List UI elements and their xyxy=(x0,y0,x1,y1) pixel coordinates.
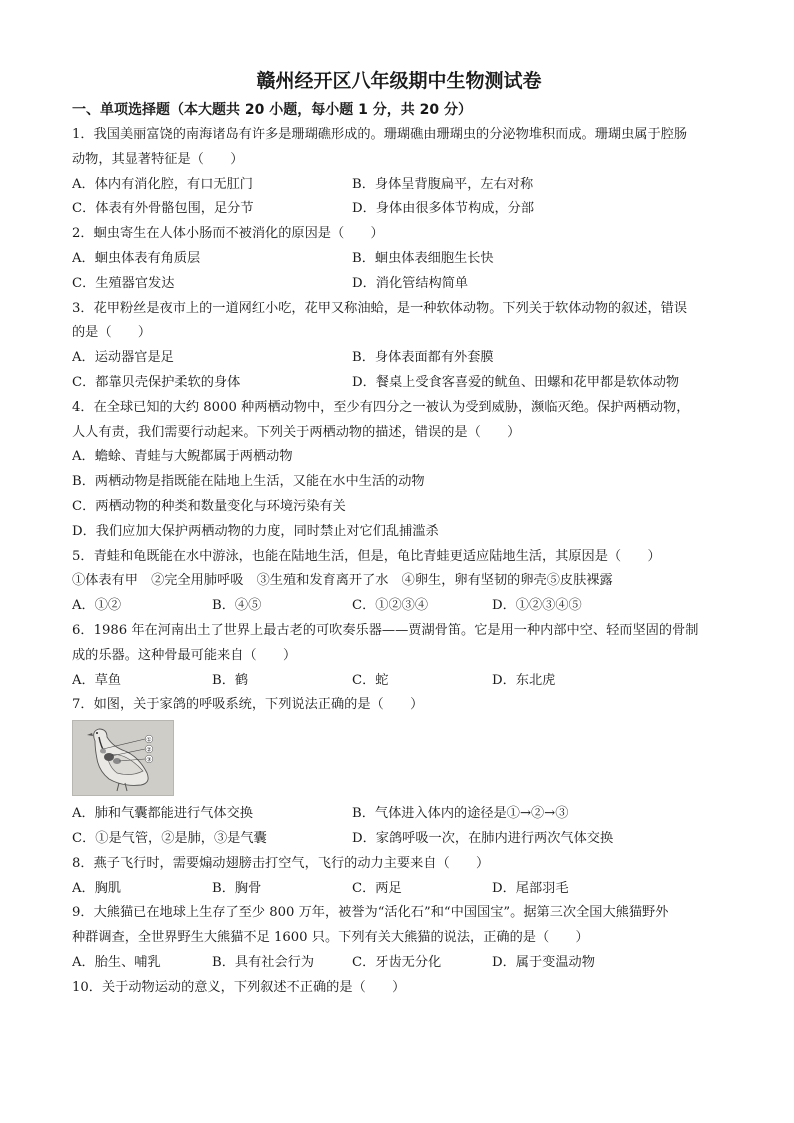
exam-page xyxy=(72,66,726,1001)
pigeon-respiratory-figure xyxy=(72,720,174,796)
question-4 xyxy=(72,396,726,545)
question-stem-line: 成的乐器。这种骨最可能来自（ ） xyxy=(72,647,297,663)
option-c: C．①是气管，②是肺，③是气囊 xyxy=(72,830,267,846)
option-a: A．运动器官是足 xyxy=(72,350,174,366)
question-stem-line: 9．大熊猫已在地球上生存了至少 800 万年，被誉为“活化石”和“中国国宝”。据第三次全国大熊猫野外 xyxy=(72,905,669,921)
question-8 xyxy=(72,852,726,902)
question-stem-line: 3．花甲粉丝是夜市上的一道网红小吃，花甲又称油蛤，是一种软体动物。下列关于软体动物的叙述，错误 xyxy=(72,300,688,316)
option-b: B．蛔虫体表细胞生长快 xyxy=(352,250,494,266)
question-10 xyxy=(72,976,726,1001)
option-a: A．肺和气囊都能进行气体交换 xyxy=(72,806,253,822)
option-b: B．身体呈背腹扁平，左右对称 xyxy=(352,176,534,192)
option-b: B．鹤 xyxy=(212,672,249,688)
option-d: D．①②③④⑤ xyxy=(492,598,582,614)
question-2 xyxy=(72,222,726,296)
question-stem-line: 人人有责，我们需要行动起来。下列关于两栖动物的描述，错误的是（ ） xyxy=(72,424,521,440)
option-d: D．东北虎 xyxy=(492,672,556,688)
option-d: D．身体由很多体节构成，分部 xyxy=(352,201,535,217)
option-c: C．两足 xyxy=(352,880,402,896)
question-stem-line: 10．关于动物运动的意义，下列叙述不正确的是（ ） xyxy=(72,979,406,995)
option-c: C．都靠贝壳保护柔软的身体 xyxy=(72,374,241,390)
option-b: B．④⑤ xyxy=(212,598,262,614)
option-a: A．蟾蜍、青蛙与大鲵都属于两栖动物 xyxy=(72,449,293,465)
option-a: A．胸肌 xyxy=(72,880,122,896)
question-stem-line: ①体表有甲 ②完全用肺呼吸 ③生殖和发育离开了水 ④卵生，卵有坚韧的卵壳⑤皮肤裸露 xyxy=(72,573,613,589)
question-stem-line: 动物，其显著特征是（ ） xyxy=(72,151,244,167)
question-stem-line: 4．在全球已知的大约 8000 种两栖动物中，至少有四分之一被认为受到威胁，濒临灭绝。保护两栖动物， xyxy=(72,399,690,415)
option-c: C．牙齿无分化 xyxy=(352,954,442,970)
question-stem-line: 7．如图，关于家鸽的呼吸系统，下列说法正确的是（ ） xyxy=(72,697,424,713)
question-6 xyxy=(72,619,726,693)
question-stem-line: 6．1986 年在河南出土了世界上最古老的可吹奏乐器——贾湖骨笛。它是用一种内部中空、轻而坚固的骨制 xyxy=(72,622,699,638)
question-stem-line: 种群调查，全世界野生大熊猫不足 1600 只。下列有关大熊猫的说法，正确的是（ ） xyxy=(72,930,589,946)
section-heading: 一、单项选择题（本大题共 20 小题，每小题 1 分，共 20 分） xyxy=(72,102,472,118)
question-stem-line: 5．青蛙和龟既能在水中游泳，也能在陆地生活，但是，龟比青蛙更适应陆地生活，其原因是（ ） xyxy=(72,548,661,564)
option-d: D．尾部羽毛 xyxy=(492,880,569,896)
figure-label-2: ② xyxy=(146,746,152,754)
question-3 xyxy=(72,297,726,396)
question-stem-line: 2．蛔虫寄生在人体小肠而不被消化的原因是（ ） xyxy=(72,226,384,242)
option-a: A．蛔虫体表有角质层 xyxy=(72,250,201,266)
question-9 xyxy=(72,901,726,975)
question-stem-line: 8．燕子飞行时，需要煽动翅膀击打空气，飞行的动力主要来自（ ） xyxy=(72,855,490,871)
option-c: C．体表有外骨骼包围，足分节 xyxy=(72,201,254,217)
option-b: B．气体进入体内的途径是①→②→③ xyxy=(352,806,569,822)
question-7 xyxy=(72,693,726,851)
question-stem-line: 的是（ ） xyxy=(72,325,152,341)
page-title: 赣州经开区八年级期中生物测试卷 xyxy=(256,70,542,92)
option-a: A．胎生、哺乳 xyxy=(72,954,161,970)
figure-label-3: ③ xyxy=(146,756,152,764)
option-b: B．具有社会行为 xyxy=(212,954,315,970)
option-a: A．草鱼 xyxy=(72,672,122,688)
pigeon-illustration xyxy=(73,721,173,795)
option-c: C．生殖器官发达 xyxy=(72,275,175,291)
question-1 xyxy=(72,123,726,222)
option-d: D．我们应加大保护两栖动物的力度，同时禁止对它们乱捕滥杀 xyxy=(72,523,439,539)
option-c: C．①②③④ xyxy=(352,598,429,614)
option-d: D．餐桌上受食客喜爱的鱿鱼、田螺和花甲都是软体动物 xyxy=(352,374,680,390)
figure-label-1: ① xyxy=(146,736,152,744)
option-b: B．身体表面都有外套膜 xyxy=(352,350,494,366)
option-c: C．两栖动物的种类和数量变化与环境污染有关 xyxy=(72,498,346,514)
option-d: D．消化管结构简单 xyxy=(352,275,469,291)
question-stem-line: 1．我国美丽富饶的南海诸岛有许多是珊瑚礁形成的。珊瑚礁由珊瑚虫的分泌物堆积而成。珊瑚虫属于腔肠 xyxy=(72,127,688,142)
option-d: D．家鸽呼吸一次，在肺内进行两次气体交换 xyxy=(352,830,614,846)
option-a: A．①② xyxy=(72,598,122,614)
option-d: D．属于变温动物 xyxy=(492,954,595,970)
option-c: C．蛇 xyxy=(352,672,389,688)
question-5 xyxy=(72,545,726,619)
option-b: B．两栖动物是指既能在陆地上生活，又能在水中生活的动物 xyxy=(72,474,425,490)
option-b: B．胸骨 xyxy=(212,880,262,896)
option-a: A．体内有消化腔，有口无肛门 xyxy=(72,176,253,192)
